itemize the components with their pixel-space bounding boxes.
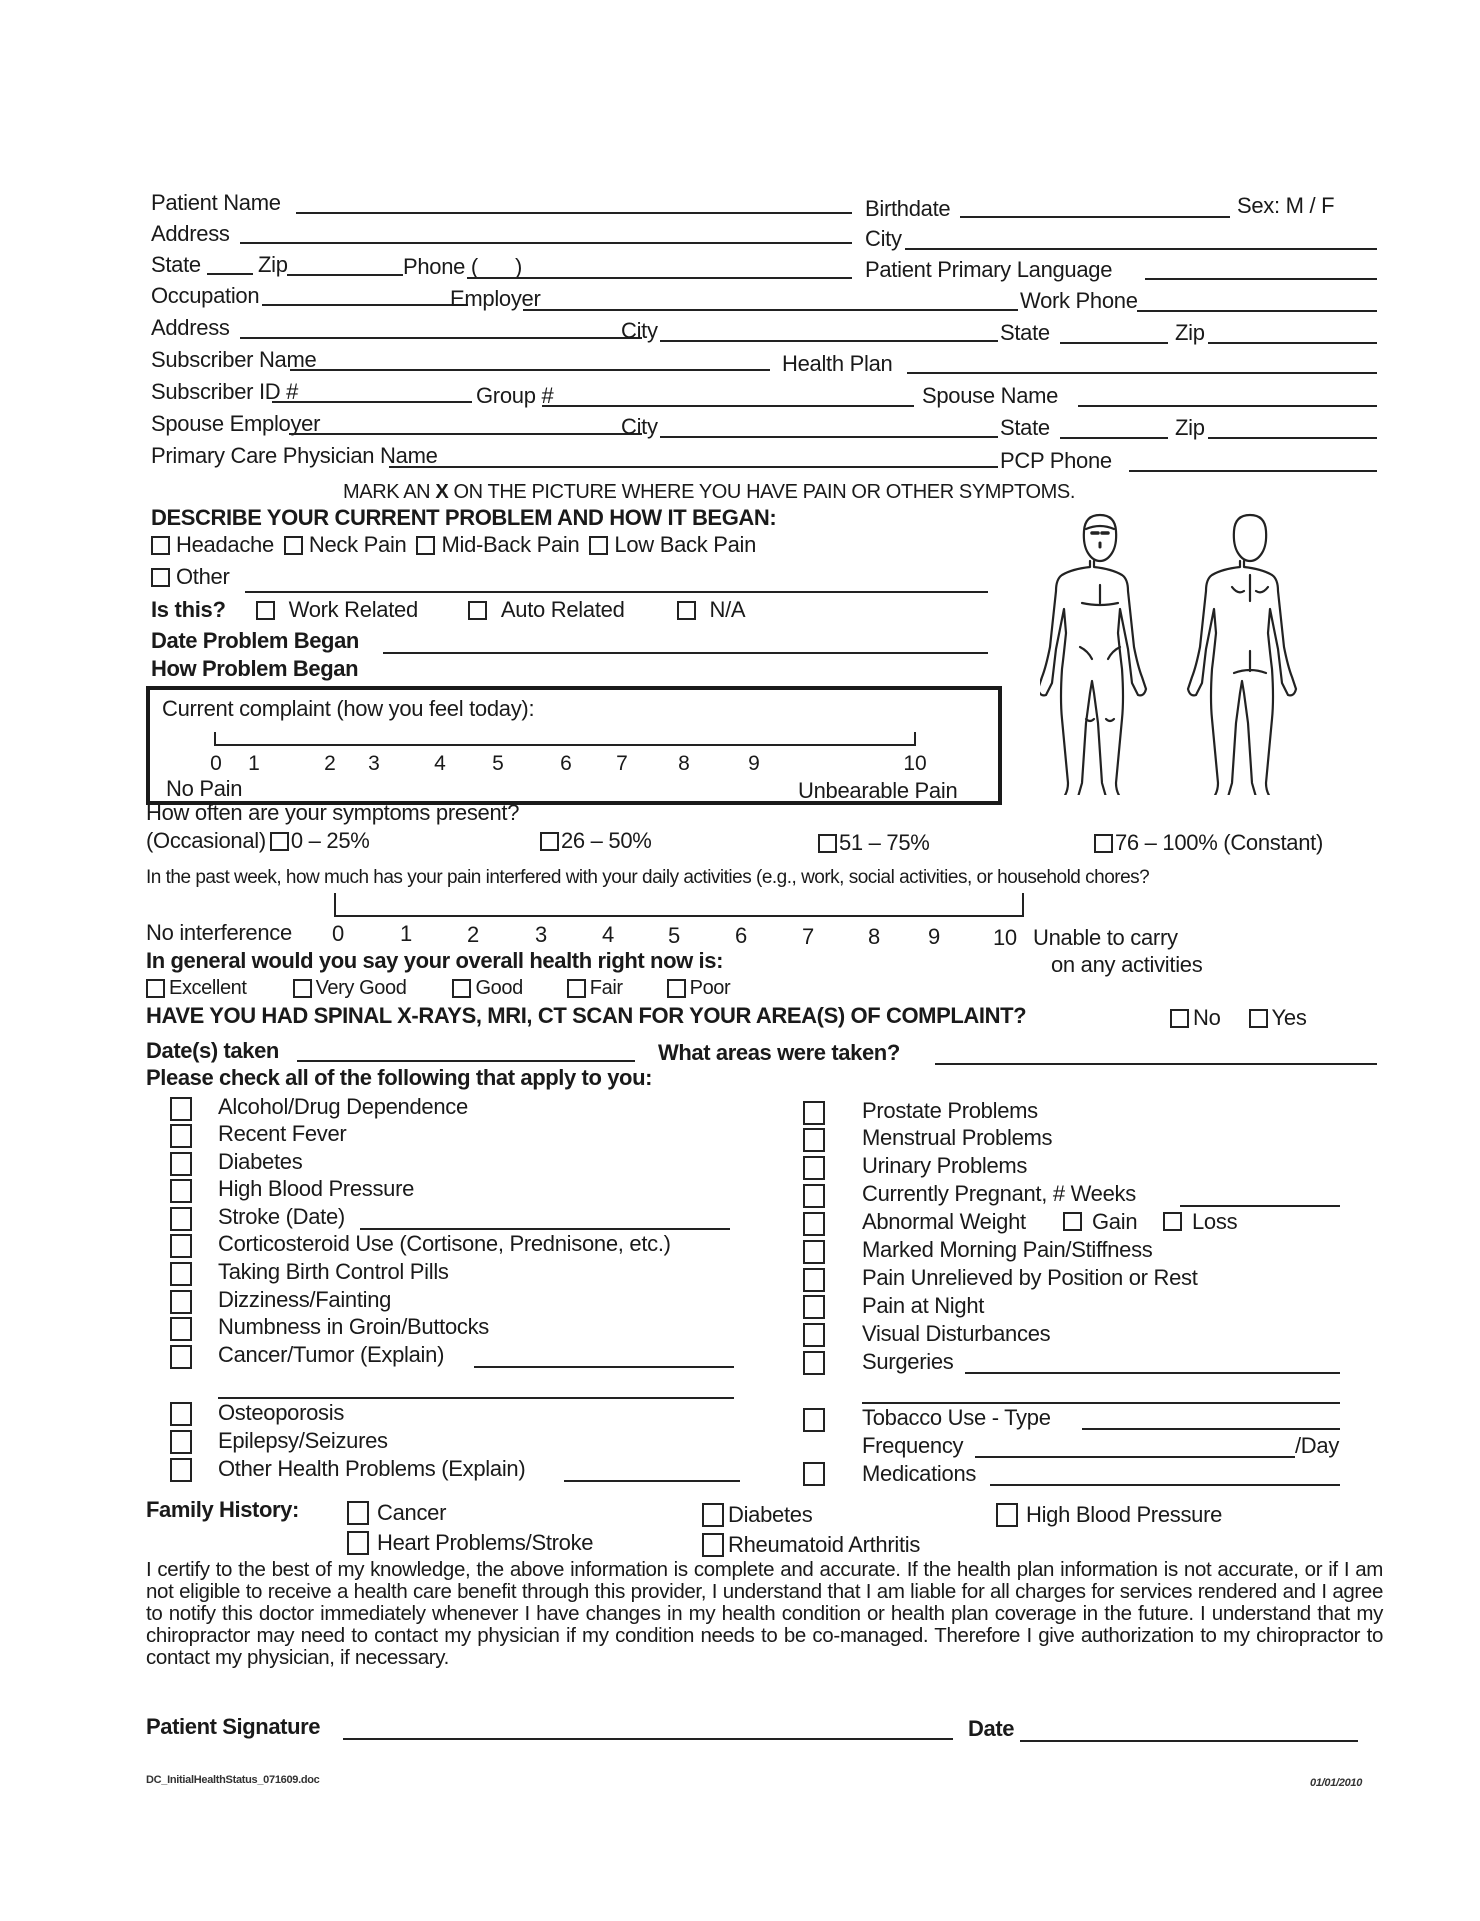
health-plan-label: Health Plan: [782, 351, 893, 376]
na-checkbox[interactable]: [677, 601, 696, 620]
other-health-problems-checkbox[interactable]: [170, 1458, 192, 1482]
phone-label: Phone (: [403, 254, 478, 279]
imaging-yes-label: Yes: [1271, 1005, 1307, 1030]
imaging-answers: [1170, 1005, 1307, 1031]
pcp-name-field[interactable]: [389, 466, 998, 468]
condition-label: Epilepsy/Seizures: [218, 1428, 388, 1453]
address-label: Address: [151, 221, 230, 246]
condition-label: Diabetes: [218, 1149, 303, 1174]
patient-name-field[interactable]: [296, 212, 852, 214]
phone-close-paren: ): [515, 254, 523, 279]
birthdate-field[interactable]: [960, 216, 1230, 218]
interference-number[interactable]: 2: [467, 922, 479, 947]
family-diabetes-checkbox[interactable]: [702, 1503, 724, 1527]
family-hbp-checkbox[interactable]: [996, 1503, 1018, 1527]
condition-label: Marked Morning Pain/Stiffness: [862, 1237, 1153, 1262]
family-cancer-option: [347, 1500, 446, 1526]
subscriber-id-label: Subscriber ID #: [151, 379, 299, 404]
interference-number[interactable]: 7: [802, 924, 814, 949]
interference-number[interactable]: 6: [735, 923, 747, 948]
neck-pain-checkbox[interactable]: [284, 536, 303, 555]
urinary-checkbox[interactable]: [803, 1156, 825, 1180]
interference-number[interactable]: 4: [602, 922, 614, 947]
current-complaint-box: [146, 686, 1002, 805]
body-diagram[interactable]: [1040, 505, 1380, 795]
prostate-checkbox[interactable]: [803, 1101, 825, 1125]
condition-label: Currently Pregnant, # Weeks: [862, 1181, 1136, 1206]
pregnant-checkbox[interactable]: [803, 1184, 825, 1208]
interference-scale: [146, 920, 292, 946]
interference-number[interactable]: 9: [928, 924, 940, 949]
condition-label: Menstrual Problems: [862, 1125, 1053, 1150]
employer-label: Employer: [450, 286, 541, 311]
work-city-field[interactable]: [660, 340, 998, 342]
employer-field[interactable]: [523, 309, 1018, 311]
pain-scale-title: Current complaint (how you feel today):: [162, 696, 535, 721]
low-back-pain-label: Low Back Pain: [614, 532, 757, 557]
low-back-pain-checkbox[interactable]: [589, 536, 608, 555]
condition-label: Urinary Problems: [862, 1153, 1028, 1178]
work-state-label: State: [1000, 320, 1050, 345]
surgeries-field-2[interactable]: [862, 1402, 1340, 1404]
interference-number[interactable]: 10: [993, 925, 1017, 950]
condition-label: Prostate Problems: [862, 1098, 1038, 1123]
primary-language-field[interactable]: [1145, 278, 1377, 280]
freq-26-50-option: [540, 828, 652, 854]
spouse-state-label: State: [1000, 415, 1050, 440]
pain-scale-number[interactable]: 10: [903, 752, 927, 775]
certification-text: I certify to the best of my knowledge, the above information is complete and accurate. If the health plan information is not accurate, or if I am not eligible to receive a health care benefit through this provider, I understand that I am liable for all charges for services rendered and I agree to notify this doctor immediately whenever I have changes in my health condition or health plan coverage in the future. I understand that my chiropractor may need to contact my physician if my condition needs to be co-managed. Therefore I give authorization to my chiropractor to contact my physician, if necessary.: [146, 1558, 1383, 1669]
freq-51-75-label: 51 – 75%: [839, 830, 930, 855]
sex-label[interactable]: Sex: M / F: [1237, 193, 1335, 218]
family-ra-label: Rheumatoid Arthritis: [728, 1532, 921, 1557]
family-history-label: Family History:: [146, 1497, 299, 1522]
work-city-label: City: [621, 318, 658, 343]
no-pain-label: No Pain: [166, 776, 243, 801]
subscriber-name-field[interactable]: [290, 369, 770, 371]
pain-at-night-checkbox[interactable]: [803, 1295, 825, 1319]
cancer-explain-field[interactable]: [474, 1366, 734, 1368]
freq-76-100-label: 76 – 100% (Constant): [1115, 830, 1324, 855]
is-this-row: [151, 597, 745, 623]
date-problem-began-label: Date Problem Began: [151, 628, 359, 653]
weight-loss-label: Loss: [1192, 1209, 1238, 1234]
condition-label: High Blood Pressure: [218, 1176, 415, 1201]
high-blood-pressure-checkbox[interactable]: [170, 1179, 192, 1203]
condition-label: Abnormal Weight: [862, 1209, 1026, 1234]
work-phone-field[interactable]: [1137, 310, 1377, 312]
work-phone-label: Work Phone: [1020, 288, 1138, 313]
freq-51-75-option: [818, 830, 930, 856]
freq-26-50-checkbox[interactable]: [540, 832, 559, 851]
condition-label: Numbness in Groin/Buttocks: [218, 1314, 489, 1339]
on-any-activities-label: on any activities: [1051, 952, 1203, 977]
headache-checkbox[interactable]: [151, 536, 170, 555]
phone-field[interactable]: [467, 277, 852, 279]
no-interference-label: No interference: [146, 920, 292, 945]
excellent-label: Excellent: [169, 977, 247, 999]
conditions-heading: Please check all of the following that apply to you:: [146, 1065, 653, 1090]
pain-scale-number[interactable]: 3: [368, 752, 380, 775]
spouse-employer-label: Spouse Employer: [151, 411, 321, 436]
condition-label: Dizziness/Fainting: [218, 1287, 392, 1312]
condition-label: Corticosteroid Use (Cortisone, Prednisone, etc.): [218, 1231, 671, 1256]
stroke-checkbox[interactable]: [170, 1207, 192, 1231]
areas-taken-label: What areas were taken?: [658, 1040, 900, 1065]
signature-label: Patient Signature: [146, 1714, 321, 1739]
osteoporosis-checkbox[interactable]: [170, 1402, 192, 1426]
very-good-checkbox[interactable]: [293, 979, 312, 998]
corticosteroid-checkbox[interactable]: [170, 1234, 192, 1258]
areas-taken-field[interactable]: [935, 1063, 1377, 1065]
dizziness-checkbox[interactable]: [170, 1290, 192, 1314]
work-state-field[interactable]: [1060, 342, 1168, 344]
weight-loss-checkbox[interactable]: [1163, 1212, 1182, 1231]
pcp-phone-label: PCP Phone: [1000, 448, 1112, 473]
excellent-checkbox[interactable]: [146, 979, 165, 998]
family-cancer-checkbox[interactable]: [347, 1501, 369, 1525]
pain-scale-number[interactable]: 2: [324, 752, 336, 775]
birth-control-checkbox[interactable]: [170, 1262, 192, 1286]
work-address-label: Address: [151, 315, 230, 340]
state-label: State: [151, 252, 201, 277]
condition-label: Cancer/Tumor (Explain): [218, 1342, 445, 1367]
city-label: City: [865, 226, 902, 251]
work-zip-label: Zip: [1175, 320, 1205, 345]
spouse-zip-label: Zip: [1175, 415, 1205, 440]
subscriber-id-field[interactable]: [272, 401, 472, 403]
morning-pain-checkbox[interactable]: [803, 1240, 825, 1264]
interference-number[interactable]: 3: [535, 922, 547, 947]
frequency-label: Frequency: [862, 1433, 964, 1458]
date-problem-began-field[interactable]: [383, 652, 988, 654]
group-field[interactable]: [542, 405, 914, 407]
medications-checkbox[interactable]: [803, 1462, 825, 1486]
overall-health-question: In general would you say your overall health right now is:: [146, 948, 724, 973]
condition-label: Stroke (Date): [218, 1204, 345, 1229]
condition-label: Other Health Problems (Explain): [218, 1456, 526, 1481]
health-plan-field[interactable]: [907, 372, 1377, 374]
how-problem-began-label: How Problem Began: [151, 656, 359, 681]
city-field[interactable]: [905, 248, 1377, 250]
visual-disturbances-checkbox[interactable]: [803, 1323, 825, 1347]
interference-question: In the past week, how much has your pain interfered with your daily activities (e.g., work, social activities, or household chores?: [146, 867, 1150, 888]
back-body-figure-icon[interactable]: [1188, 515, 1296, 795]
weight-gain-checkbox[interactable]: [1063, 1212, 1082, 1231]
spouse-name-field[interactable]: [1078, 405, 1377, 407]
na-label: N/A: [709, 597, 746, 622]
recent-fever-checkbox[interactable]: [170, 1124, 192, 1148]
footer-revision-date: 01/01/2010: [1310, 1777, 1363, 1789]
is-this-label: Is this?: [151, 597, 226, 622]
unable-to-carry-label: Unable to carry: [1033, 925, 1178, 950]
spouse-zip-field[interactable]: [1208, 437, 1377, 439]
interference-number[interactable]: 8: [868, 924, 880, 949]
alcohol-drug-checkbox[interactable]: [170, 1097, 192, 1121]
frequency-question: How often are your symptoms present?: [146, 800, 520, 825]
freq-76-100-option: [1094, 830, 1323, 856]
signature-field[interactable]: [343, 1738, 953, 1740]
family-ra-checkbox[interactable]: [702, 1533, 724, 1557]
poor-label: Poor: [689, 977, 731, 999]
pregnant-weeks-field[interactable]: [1180, 1205, 1340, 1207]
fair-label: Fair: [589, 977, 623, 999]
spouse-employer-field[interactable]: [289, 433, 642, 435]
occasional-label: (Occasional): [146, 828, 266, 853]
family-ra-option: [702, 1532, 920, 1558]
auto-related-checkbox[interactable]: [468, 601, 487, 620]
family-diabetes-label: Diabetes: [728, 1502, 813, 1527]
front-body-figure-icon[interactable]: [1040, 515, 1146, 795]
interference-number[interactable]: 0: [332, 921, 344, 946]
condition-label: Osteoporosis: [218, 1400, 345, 1425]
state-field[interactable]: [207, 273, 253, 275]
cancer-tumor-checkbox[interactable]: [170, 1345, 192, 1369]
tobacco-frequency-field[interactable]: [975, 1456, 1295, 1458]
pain-scale-bar[interactable]: [214, 732, 916, 746]
condition-label: Pain at Night: [862, 1293, 985, 1318]
medications-label: Medications: [862, 1461, 977, 1486]
family-cancer-label: Cancer: [377, 1500, 447, 1525]
zip-label: Zip: [258, 252, 288, 277]
freq-26-50-label: 26 – 50%: [561, 828, 652, 853]
family-diabetes-option: [702, 1502, 812, 1528]
overall-health-options: [146, 976, 730, 1000]
poor-checkbox[interactable]: [667, 979, 686, 998]
other-problem-field[interactable]: [245, 591, 988, 593]
good-label: Good: [475, 977, 523, 999]
spouse-state-field[interactable]: [1060, 437, 1168, 439]
work-related-label: Work Related: [288, 597, 418, 622]
headache-label: Headache: [176, 532, 274, 557]
mid-back-pain-checkbox[interactable]: [416, 536, 435, 555]
birthdate-label: Birthdate: [865, 196, 951, 221]
pain-scale-number[interactable]: 4: [434, 752, 446, 775]
other-problem-row: [151, 564, 230, 590]
condition-label: Visual Disturbances: [862, 1321, 1051, 1346]
work-address-field[interactable]: [240, 337, 642, 339]
other-label: Other: [176, 564, 230, 589]
freq-0-25-label: 0 – 25%: [290, 828, 370, 853]
dates-taken-field[interactable]: [297, 1060, 635, 1062]
diabetes-checkbox[interactable]: [170, 1152, 192, 1176]
problem-heading: DESCRIBE YOUR CURRENT PROBLEM AND HOW IT BEGAN:: [151, 505, 777, 530]
footer-filename: DC_InitialHealthStatus_071609.doc: [146, 1774, 320, 1786]
good-checkbox[interactable]: [452, 979, 471, 998]
epilepsy-checkbox[interactable]: [170, 1430, 192, 1454]
spouse-name-label: Spouse Name: [922, 383, 1059, 408]
imaging-question: HAVE YOU HAD SPINAL X-RAYS, MRI, CT SCAN FOR YOUR AREA(S) OF COMPLAINT?: [146, 1003, 1027, 1028]
weight-gain-label: Gain: [1092, 1209, 1138, 1234]
pcp-name-label: Primary Care Physician Name: [151, 443, 438, 468]
freq-51-75-checkbox[interactable]: [818, 834, 837, 853]
freq-76-100-checkbox[interactable]: [1094, 834, 1113, 853]
pain-scale-number[interactable]: 6: [560, 752, 572, 775]
group-label: Group #: [476, 383, 554, 408]
auto-related-label: Auto Related: [500, 597, 625, 622]
pain-unrelieved-checkbox[interactable]: [803, 1268, 825, 1292]
instruction-text: MARK AN: [343, 481, 436, 503]
family-heart-label: Heart Problems/Stroke: [377, 1530, 594, 1555]
other-health-explain-field[interactable]: [564, 1480, 740, 1482]
occupation-field[interactable]: [262, 304, 468, 306]
family-heart-checkbox[interactable]: [347, 1531, 369, 1555]
instruction-text-end: ON THE PICTURE WHERE YOU HAVE PAIN OR OTHER SYMPTOMS.: [448, 481, 1075, 503]
per-day-label: /Day: [1295, 1433, 1340, 1458]
condition-label: Recent Fever: [218, 1121, 347, 1146]
pain-scale-number[interactable]: 0: [210, 752, 222, 775]
surgeries-field[interactable]: [965, 1372, 1340, 1374]
frequency-options: [146, 828, 370, 854]
interference-number[interactable]: 5: [668, 923, 680, 948]
pain-scale-number[interactable]: 8: [678, 752, 690, 775]
spouse-city-label: City: [621, 414, 658, 439]
fair-checkbox[interactable]: [567, 979, 586, 998]
zip-field[interactable]: [287, 274, 403, 276]
instruction-x: X: [435, 481, 449, 503]
numbness-checkbox[interactable]: [170, 1317, 192, 1341]
family-hbp-label: High Blood Pressure: [1026, 1502, 1223, 1527]
imaging-no-checkbox[interactable]: [1170, 1009, 1189, 1028]
condition-label: Surgeries: [862, 1349, 954, 1374]
subscriber-name-label: Subscriber Name: [151, 347, 317, 372]
unbearable-pain-label: Unbearable Pain: [798, 778, 958, 803]
pcp-phone-field[interactable]: [1129, 470, 1377, 472]
primary-language-label: Patient Primary Language: [865, 257, 1113, 282]
tobacco-label: Tobacco Use - Type: [862, 1405, 1051, 1430]
spouse-city-field[interactable]: [660, 436, 998, 438]
family-hbp-option: [996, 1502, 1222, 1528]
abnormal-weight-checkbox[interactable]: [803, 1212, 825, 1236]
tobacco-checkbox[interactable]: [803, 1408, 825, 1432]
menstrual-checkbox[interactable]: [803, 1128, 825, 1152]
condition-label: Alcohol/Drug Dependence: [218, 1094, 468, 1119]
mid-back-pain-label: Mid-Back Pain: [441, 532, 580, 557]
family-heart-option: [347, 1530, 593, 1556]
surgeries-checkbox[interactable]: [803, 1351, 825, 1375]
tobacco-type-field[interactable]: [1082, 1428, 1340, 1430]
work-zip-field[interactable]: [1208, 342, 1377, 344]
address-field[interactable]: [240, 242, 852, 244]
other-checkbox[interactable]: [151, 568, 170, 587]
signature-date-label: Date: [968, 1716, 1015, 1741]
cancer-explain-field-2[interactable]: [218, 1397, 734, 1399]
medications-field[interactable]: [990, 1484, 1340, 1486]
interference-scale-bar[interactable]: [334, 893, 1024, 917]
imaging-no-label: No: [1193, 1005, 1221, 1030]
very-good-label: Very Good: [315, 977, 407, 999]
pain-scale-number[interactable]: 9: [748, 752, 760, 775]
neck-pain-label: Neck Pain: [308, 532, 407, 557]
stroke-date-field[interactable]: [360, 1228, 730, 1230]
occupation-label: Occupation: [151, 283, 260, 308]
dates-taken-label: Date(s) taken: [146, 1038, 279, 1063]
problem-options: [151, 532, 756, 558]
patient-name-label: Patient Name: [151, 190, 281, 215]
work-related-checkbox[interactable]: [256, 601, 275, 620]
pain-scale-number[interactable]: 1: [248, 752, 260, 775]
imaging-yes-checkbox[interactable]: [1249, 1009, 1268, 1028]
body-chart-instruction: [343, 480, 1075, 504]
freq-0-25-checkbox[interactable]: [270, 832, 289, 851]
condition-label: Taking Birth Control Pills: [218, 1259, 449, 1284]
interference-number[interactable]: 1: [400, 921, 412, 946]
signature-date-field[interactable]: [1020, 1740, 1358, 1742]
pain-scale-number[interactable]: 7: [616, 752, 628, 775]
condition-label: Pain Unrelieved by Position or Rest: [862, 1265, 1198, 1290]
pain-scale-number[interactable]: 5: [492, 752, 504, 775]
